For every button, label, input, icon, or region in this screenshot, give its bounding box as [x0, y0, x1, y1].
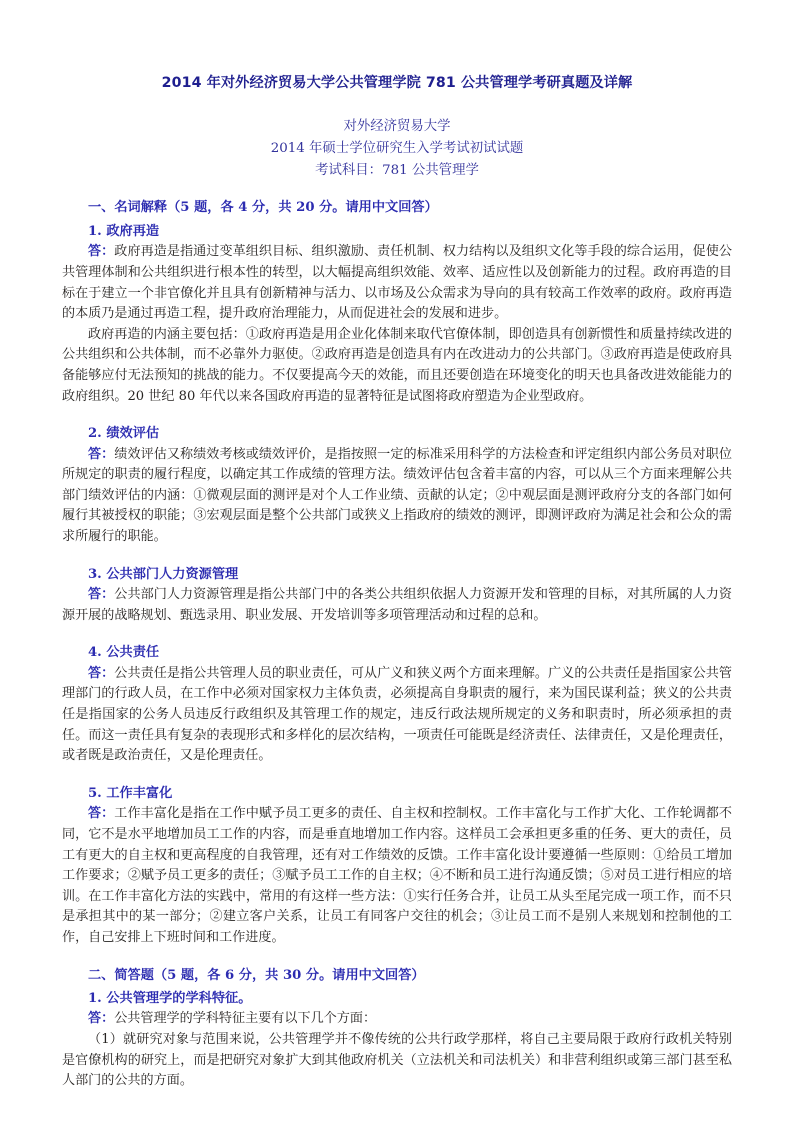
answer-text: 公共管理学的学科特征主要有以下几个方面：	[114, 1011, 377, 1027]
answer-text: 工作丰富化是指在工作中赋予员工更多的责任、自主权和控制权。工作丰富化与工作扩大化、工作轮调都不同，它不是水平地增加员工工作的内容，而是垂直地增加工作内容。这样员工会承担更多重的任务、更大的责任，员工有更大的自主权和更高程度的自我管理，还有对工作绩效的反馈。工作丰富化设计要遵循一些原则：①给员工增加工作要求；②赋予员工更多的责任；③赋予员工工作的自主权；④不断和员工进行沟通反馈；⑤对员工进行相应的培训。在工作丰富化方法的实践中，常用的有这样一些方法：①实行任务合并，让员工从头至尾完成一项工作，而不只是承担其中的某一部分；②建立客户关系，让员工有同客户交往的机会；③让员工而不是别人来规划和控制他的工作，自己安排上下班时间和工作进度。	[62, 806, 733, 945]
answer-paragraph	[62, 325, 732, 407]
section-heading: 二、简答题（5 题，各 6 分，共 30 分。请用中文回答）	[88, 967, 425, 983]
question-heading: 1. 公共管理学的学科特征。	[88, 991, 252, 1007]
answer-paragraph	[62, 1009, 732, 1030]
question-item	[62, 643, 732, 767]
question-item	[62, 222, 732, 407]
section-heading: 一、名词解释（5 题，各 4 分，共 20 分。请用中文回答）	[88, 200, 438, 216]
exam-section	[62, 966, 732, 1092]
answer-label: 答：	[88, 806, 115, 822]
exam-header-subject: 考试科目：781 公共管理学	[315, 162, 479, 178]
answer-label: 答：	[88, 665, 115, 681]
question-heading: 4. 公共责任	[88, 645, 160, 661]
question-heading: 5. 工作丰富化	[88, 785, 173, 801]
answer-label: 答：	[88, 1011, 115, 1027]
answer-text: 政府再造是指通过变革组织目标、组织激励、责任机制、权力结构以及组织文化等手段的综合运用，促使公共管理体制和公共组织进行根本性的转型，以大幅提高组织效能、效率、适应性以及创新能力的过程。政府再造的目标在于建立一个非官僚化并且具有创新精神与活力、以市场及公众需求为导向的具有较高工作效率的政府。政府再造的本质乃是通过再造工程，提升政府治理能力，从而促进社会的发展和进步。	[62, 244, 733, 322]
exam-section	[62, 198, 732, 948]
answer-text: 绩效评估又称绩效考核或绩效评价，是指按照一定的标准采用科学的方法检查和评定组织内部公务员对职位所规定的职责的履行程度，以确定其工作成绩的管理方法。绩效评估包含着丰富的内容，可以从三个方面来理解公共部门绩效评估的内涵：①微观层面的测评是对个人工作业绩、贡献的认定；②中观层面是测评政府分支的各部门如何履行其被授权的职能；③宏观层面是整个公共部门或狭义上指政府的绩效的测评，即测评政府为满足社会和公众的需求所履行的职能。	[62, 446, 733, 545]
answer-paragraph	[62, 445, 732, 548]
answer-paragraph	[62, 585, 732, 626]
question-heading: 1. 政府再造	[88, 223, 160, 239]
exam-header	[62, 116, 732, 181]
answer-paragraph	[62, 804, 732, 948]
question-heading: 3. 公共部门人力资源管理	[88, 566, 239, 582]
answer-label: 答：	[88, 446, 115, 462]
question-heading: 2. 绩效评估	[88, 426, 160, 442]
page-title: 2014 年对外经济贸易大学公共管理学院 781 公共管理学考研真题及详解	[161, 75, 633, 91]
answer-text: （1）就研究对象与范围来说，公共管理学并不像传统的公共行政学那样，将自己主要局限于政府行政机关特别是官僚机构的研究上，而是把研究对象扩大到其他政府机关（立法机关和司法机关）和非营利组织或第三部门甚至私人部门的公共的方面。	[62, 1032, 732, 1089]
document-body	[62, 198, 732, 1092]
exam-header-university: 对外经济贸易大学	[343, 119, 451, 135]
question-item	[62, 424, 732, 548]
answer-paragraph	[62, 664, 732, 767]
answer-label: 答：	[88, 244, 115, 260]
answer-label: 答：	[88, 587, 115, 603]
answer-text: 公共部门人力资源管理是指公共部门中的各类公共组织依据人力资源开发和管理的目标，对其所属的人力资源开展的战略规划、甄选录用、职业发展、开发培训等多项管理活动和过程的总和。	[62, 587, 733, 623]
exam-header-exam-type: 2014 年硕士学位研究生入学考试初试试题	[270, 141, 524, 156]
question-item	[62, 989, 732, 1092]
answer-text: 政府再造的内涵主要包括：①政府再造是用企业化体制来取代官僚体制，即创造具有创新惯性和质量持续改进的公共组织和公共体制，而不必靠外力驱使。②政府再造是创造具有内在改进动力的公共部门。③政府再造是使政府具备能够应付无法预知的挑战的能力。不仅要提高今天的效能，而且还要创造在环境变化的明天也具备改进效能能力的政府组织。20 世纪 80 年代以来各国政府再造的显著特征是试图将政府塑造为企业型政府。	[62, 326, 732, 404]
answer-text: 公共责任是指公共管理人员的职业责任，可从广义和狭义两个方面来理解。广义的公共责任是指国家公共管理部门的行政人员，在工作中必须对国家权力主体负责，必须提高自身职责的履行，来为国民谋利益；狭义的公共责任是指国家的公务人员违反行政组织及其管理工作的规定，违反行政法规所规定的义务和职责时，所必须承担的责任。而这一责任具有复杂的表现形式和多样化的层次结构，一项责任可能既是经济责任、法律责任，又是伦理责任，或者既是政治责任，又是伦理责任。	[62, 665, 733, 764]
answer-paragraph	[62, 1030, 732, 1092]
question-item	[62, 565, 732, 627]
answer-paragraph	[62, 242, 732, 324]
question-item	[62, 784, 732, 949]
